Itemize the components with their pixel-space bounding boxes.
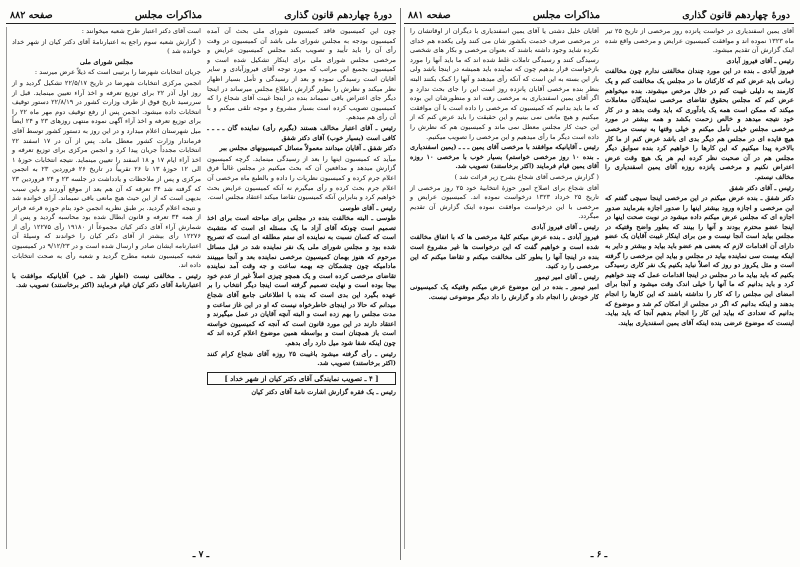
header-title: دورهٔ چهاردهم قانون گذاری: [284, 10, 392, 21]
column-right: [207, 27, 396, 549]
text-paragraph: آقای یمین اسفندیاری در خواست پانزده روز مرخصی از تاریخ ۲۵ تیر ماه ۱۳۲۳ نموده اند و موافقت کمیسیون عرایض و مرخصی واقع شده اینک گزارش آن تقدیم میشود.: [605, 27, 794, 55]
speaker-paragraph: دکتر شفق ـ آقایان میدانند معمولاً مسائل کمیسیونهای مجلس ببر: [219, 144, 396, 153]
section-heading-box: [ ۴ ـ تصویب نمایندگی آقای دکتر کیان از شهر خداد ]: [207, 372, 396, 386]
page-882: [6, 10, 396, 560]
text-paragraph: میآید که کمیسیون اینها را بعد از رسیدگی مینماید. گرچه کمیسیون گزارش میدهد و مدافعین آن که بحث میکنیم در مجلس غالباً فرق اعلام جرم کرده و کمیسیون نظریات را داده و بالطبع ماه مرخصی آن اعلام جرم بحث کرده و رأی میگیرم نه آنکه کمیسیون عرایض بحث خواهیم کرد و بنابراین آنکه کمیسیون تقاضا میکند اعتقاد مجلس است.: [207, 154, 396, 202]
subheading: مجلس شورای ملی: [79, 57, 134, 66]
text-paragraph: چون این کمیسیون فاقد کمیسیون شورای ملی بحث آن آمده کمیسیون بودجه به مجلس شورای ملی باشد آن کمیسیون در وقت رأی آن را باید تأیید و تصویب بکند مجلس کمیسیون عرایض و مرخصی مجلس شورای ملی برای اینکار تشکیل شده است و کمیسیون بجمیع این مراتب که مورد توجه آقای فیروزآبادی و سایر آقایان است رسیدگی نموده و بعد از رسیدگی و تأمل بسیار اظهار نظر میکند و نظرش را بطور گزارش باطلاع مجلس میرساند در اینجا دیگر جای اعتراض باقی نمیماند بنده در اینجا غیبت آقای شجاع را که کمیسیون تصویب کرده است بسیار مشروع و موجه تلقی میکنم و با آن رأی هم میدهم.: [207, 27, 396, 122]
page-footer-number: ـ ۷ ـ: [192, 550, 210, 560]
speaker-paragraph: رئیس ـ رأی گرفته میشود باغیبت ۲۵ روزه آقای شجاع کرام کنند (اکثر برخاستند) تصویب شد.: [207, 349, 396, 368]
page-columns: [6, 27, 396, 549]
page-header: [404, 10, 794, 24]
speaker-paragraph: رئیس ـ یک فقره گزارش اشارت نامهٔ آقای دکتر کیان: [251, 388, 396, 397]
speaker-paragraph: فیروز آبادی ـ بنده عرض میکنم کلیهٔ مرخصی ها که با اتفاق مخالفت شده است و خواهیم گفت که این درخواست ها غیر مشروع است بنده در اینجا آنها را بطور کلی مخالفت میکنم و تقاضا میکنم که این مرخصی را رد کنید.: [410, 233, 599, 271]
header-section: مذاکرات مجلس: [134, 10, 203, 21]
page-gutter: [400, 8, 401, 560]
column-left: [404, 27, 599, 549]
speaker-paragraph: دکتر شفق ـ بنده عرض میکنم در این مرخصی اینجا سیچی گفتم که این مرخصی و اجازه ورود بیشتر اینها را صدور اجازه بفرمایند صدور اجازه ای که مجلس عرض میکنم داده میشود در نوبت صحت اینها در اینجا عضو محترم بودند و آنها را بینند که بطور واضح وقتیکه در مجلس بیاید است آنجا نیست و من برای اینکار غیبت آقایان یک عضو دارای آن اقدامات لازم که بعضی هم عضو باید بیاید و بیشتر و دایر به اینکه بیست سی نماینده بیاید در مجلس و بیاید این مرخصی را گرفته است و مثل یکروز دو روز که اصلاً نباید بکنیم یک نفر کاری رسیدگی بکنیم که باید بیاید ما در مجلس در اینجا اقدامات عمل که چند خواهیم کرد و باید بدانیم که ما آنها را خیلی اندک وقت میشود و آنجا برای امضای این مجلس را که کار را نداشته باشند که این کارها را انجام بدهند و اینکه بدانیم که اگر در مجلس از امکان کم شد و موضوع که بدانیم که تعدادی که بیاید این کار را انجام بدهیم آنجا که باید بیاید. اینست که موضوع عرضی بنده اینکه آقای یمین اسفندیاری بیایند.: [605, 194, 794, 327]
speaker-paragraph: رئیس ـ آقایانیکه موافقند با مرخصی آقای یمین ـ ـ ـ (یمین اسفندیاری ـ بنده ۱۰ روز مرخصی خواستم) بسیار خوب با مرخصی ۱۰ روزه آقای یمین قیام فرمایند (اکثر برخاستند) تصویب شد.: [410, 143, 599, 171]
page-columns: [404, 27, 794, 549]
speaker-paragraph: رئیس ـ مخالفی نیست (اظهار شد ـ خیر) آقایانیکه موافقت با اعتبارنامهٔ آقای دکتر کیان قیام فرمایند (اکثر برخاستند) تصویب شد.: [12, 271, 201, 290]
speaker-paragraph: امیر تیمور ـ بنده در این موضوع عرض میکنم وقتیکه یک کمیسیونی کار خودش را انجام داد و گزارش را داد دیگر موضوعی نیست.: [410, 283, 599, 302]
header-title: دورهٔ چهاردهم قانون گذاری: [682, 10, 790, 21]
speaker-paragraph: رئیس ـ آقای اعتبار مخالف هستند (بگیرم رأی) نماینده گان ـ ـ ـ ـ کافی است (بسیار خوب) آقای دکتر شفق: [207, 123, 396, 142]
header-section: مذاکرات مجلس: [532, 10, 601, 21]
speaker-paragraph: طوسی ـ البته مخالفت بنده در مجلس برای مباحثه است برای اخذ تصمیم است چونکه آقای آزاد ما یک مسئله ای است که متشبث است که کسان نسبت به نماینده ای ستم مطلقه ای است که تصریح شده بود و مجلس شورای ملی یک نفر نماینده شد در قبل مسائل مرحوم که هنوز بهمان کمیسیون مرخصی نماینده بعد و آنجا میبینند مادامیکه چون چشمکان جه بهمه ساعت و جه وقت آمد نماینده تقاضای مرخصی کرده است و یک همچو چیزی اصلاً غیر از عدم خود بیجا بوده است و نهایت تصمیم گرفته است اینجا دیگر انتخاب را بر عهده بگیرد این بدی است که بنده با اطلاعاتی جامع آقای شجاع میدانم که حالا در اینجای خاطرخواه نیست که او در این غاز ساعت و مدت مجلس را بهم زده است و البته آنچه آقایان در عمل میگیرند و اعتقاد دارند در این مورد قانون است که آنجه که کمیسیون خواسته است باز همچنان است و بواسطه همین موضوع اعلام کرده اند که چون اینکه شفا شود میل دارد رأی بدهم.: [207, 214, 396, 347]
header-page-number: صفحه ۸۸۲: [10, 10, 53, 21]
text-paragraph: ( گزارش شعبه سوم راجع به اعتبارنامهٔ آقای دکتر کیان از شهر خداد خوانده شد ): [12, 37, 201, 56]
column-left: [6, 27, 201, 549]
header-page-number: صفحه ۸۸۱: [408, 10, 451, 21]
text-paragraph: انجمن مرکزی انتخابات شهرضا در تاریخ ۲۲/۵/۱۷ تشکیل گردید و از روز اول آذر ۲۲ برای توزیع تعرفه و اخذ آراء تعیین مینماید. قبل از سررسید تاریخ فوق از طرف وزارت کشور در ۲۲/۸/۱۹ دستور توقیف انتخابات داده میشود. انجمن پس از رفع توقیف دوم مهر ماه ۲۲ را برای توزیع تعرفه و اخذ آراء آگهی نموده منتهی روزهای ۲۳ و ۲۴ ایضاً میل شهرستان اعلام میدارد و در این روز به دستور کشور توسط آقای فرماندار وزارت کشور معطل ماند. پس از آن در ۱۷ اسفند ۲۲ انتخابات مجدداً جریان پیدا کرد و انجمن مرکزی برای توزیع تعرفه و اخذ آراء ایام ۱۷ و ۱۸ اسفند را تعیین مینماید. نتیجه انتخابات حوزهٔ ۱ الی ۱۲ حوزهٔ ۱۳ تا ۲۶ تقریباً در تاریخ ۲۶ فروردین ۲۳ به انجمن مرکزی و پس از ملاحظات و یادداشت در جلسه ۲۳ و ۲۴ فروردین ۲۳ که گرفته شد ۳۴ تعرفه که آن هم بعد از موقع آوردند و باین سبب بدیهی است که از این حیث هیچ مانعی باقی نمیماند. آرای خوانده شد و نتیجه اعلام گردید. بر طبق نظریه انجمن خود بنام حوزه قرعه فراتر از همه ۳۴ تعرفه و قانون ابطال شده بود محاسبه گردید و پس از شمارش آراء آقای دکتر کیان مجموعاً از ۱۹۱۸۰ رأی ۱۲۲۷۵ رأی از ۱۲۲۷۶ رأی بیشتر از آقای دکتر کیان را خواندند که وسیلهٔ آن اعتبارنامه ایشان صادر و ارسال شده است و در ۹/۱۲/۲۳ در کمیسیون شعبه کمیسیون شعبه مطرح گردید و شعبه رأی به صحت انتخابات داده اند.: [12, 78, 201, 270]
speaker-paragraph: رئیس ـ آقای طوسی: [339, 203, 396, 212]
text-paragraph: است آقای دکتر اعتبار طرح شعبه میخوانند :: [81, 27, 201, 35]
page-881: [404, 10, 794, 560]
speaker-paragraph: رئیس ـ آقای دکتر شفق: [729, 183, 794, 192]
text-paragraph: جریان انتخابات شهرضا را برتیبی است که ذیلاً عرض میرسد :: [34, 68, 201, 77]
text-paragraph: آقای شجاع برای اصلاح امور حوزهٔ انتخابیهٔ خود ۲۵ روز مرخصی از تاریخ ۲۵ خرداد ۱۳۲۳ درخواست نموده اند. کمیسیون عرایض و مرخصی با این درخواست موافقت نموده اینک گزارش آن تقدیم میگردد.: [410, 183, 599, 221]
page-header: [6, 10, 396, 24]
speaker-paragraph: رئیس ـ آقای فیروز آبادی: [531, 222, 599, 231]
speaker-paragraph: فیروز آبادی ـ بنده در این مورد چندان مخالفتی ندارم چون مخالفت زمانی باید عرض کنم که کارکنان ما در مجلس یک مخالفت کنم و یک کارمند به دلیلی غیبت کنم در خلال مرخص میشوند. بنده میخواهم عرض کنم که مجلس بحقوق تقاضای مرخصی نمایندگان معاملات میکند که ممکن است همه یک یادآوری که باید وقت بدهد و در کار خود نتیجه میدهد و خالص زحمت بکشد و همه بیشتر در مورد مرخصی مجلس خیلی تأمل میکنم و خیلی وقتها به نیست مرخصی هیچ فایده ای در مجلس هم دیگر بدی ای باشد عرض کنم از ما کار بالاخره پیدا میکنیم که این کارها را خواهیم کرد بنده سوابق دیگر مجلس هم در آن صحبت نظر کرده ایم هر یک هیچ وقت عرض اعتراض نکنیم و مرخصی پانزده روزه آقای یمین اسفندیاری را مخالف نیستم.: [605, 67, 794, 181]
column-right: [605, 27, 794, 549]
speaker-paragraph: رئیس ـ آقای امیر تیمور: [535, 272, 599, 281]
page-footer-number: ـ ۶ ـ: [590, 550, 608, 560]
speaker-paragraph: رئیس ـ آقای فیروز آبادی: [726, 56, 794, 65]
text-paragraph: آقایان خلیل دشتی یا آقای یمین اسفندیاری با دیگران از اوقاتشان را در مرخصی صرف خدمت بکشور شان می کنند ولی یکعده هم خدای نکرده شاید وجود داشته باشند که بعنوان مرخصی و بکار های شخصی رسیدگی کنند و رسیدگی تاملات غلط شده اند که ما باید آنها را مورد بازخواست قرار بدهیم چون که نماینده باید همیشه در اینجا باشد ولی باز این بسته به این است که آنکه رأی میدهند و آنها را کمک بکنند البته بنظر بنده مرخصی آقایان پانزده روز است این را جای بحث ندارد و اگر آقای یمین اسفندیاری به مرخصی رفته اند و منظورشان این بوده که ما باید بدانیم که کمیسیون که مرخصی را داده است با آن موافقت میکنیم و هیچ مانعی نمی بینیم و این حقیقت را باید عرض کنم که از این حیث کار مجلس معطل نمی ماند و کمیسیون هم که نظرش را داده است دیگر ما رأی میدهیم و این مرخصی را تصویب میکنیم.: [410, 27, 599, 141]
text-paragraph: ( گزارش مرخصی آقای شجاع بشرح زیر قرائت شد ): [454, 172, 599, 181]
